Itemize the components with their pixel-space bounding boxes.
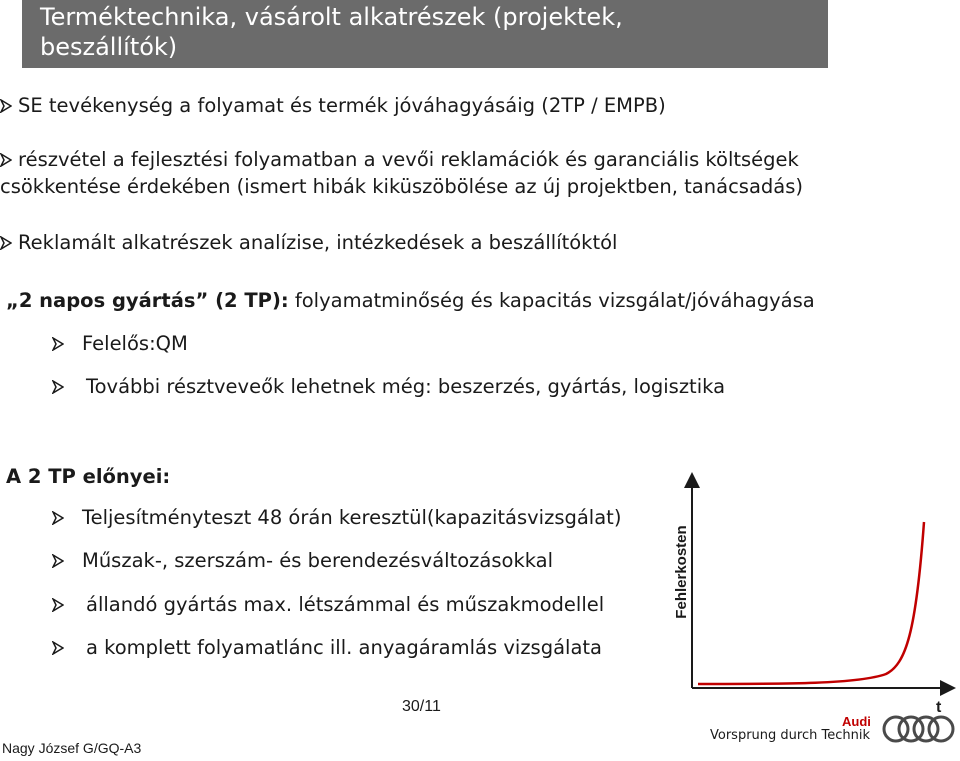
gyartas-sub-2-text: További résztveveők lehetnek még: beszerzés, gyártás, logisztika (86, 375, 726, 398)
brand-slogan: Vorsprung durch Technik (710, 728, 870, 743)
bullet-2-cont (0, 173, 803, 200)
title-bar (22, 0, 828, 68)
arrow-bullet-icon (52, 591, 64, 618)
elony-3-text: állandó gyártás max. létszámmal és műszakmodellel (86, 593, 605, 616)
bullet-2-text: részvétel a fejlesztési folyamatban a vevői reklamációk és garanciális költségek (18, 148, 799, 171)
elony-1 (52, 504, 621, 531)
gyartas-sub-1 (52, 330, 188, 357)
bullet-2 (0, 146, 799, 173)
gyartas-sub-2 (52, 373, 725, 400)
bullet-1-text: SE tevékenység a folyamat és termék jóváhagyásáig (2TP / EMPB) (18, 94, 666, 117)
error-cost-chart (668, 462, 958, 722)
author: Nagy József G/GQ-A3 (2, 740, 142, 756)
gyartas-bold: „2 napos gyártás” (2 TP): (6, 289, 289, 312)
arrow-bullet-icon (0, 146, 12, 173)
elony-4 (52, 634, 602, 661)
title-line-2: beszállítók) (40, 33, 178, 61)
gyartas-rest: folyamatminőség és kapacitás vizsgálat/jóváhagyása (288, 289, 815, 312)
arrow-bullet-icon (52, 634, 64, 661)
bullet-3-text: Reklamált alkatrészek analízise, intézkedések a beszállítóktól (18, 231, 618, 254)
arrow-bullet-icon (52, 547, 64, 574)
gyartas-line (6, 287, 815, 314)
elonyok-heading: A 2 TP előnyei: (6, 465, 171, 488)
gyartas-sub-1-text: Felelős:QM (82, 332, 188, 355)
elony-4-text: a komplett folyamatlánc ill. anyagáramlás vizsgálata (86, 636, 602, 659)
arrow-bullet-icon (52, 504, 64, 531)
arrow-bullet-icon (0, 92, 12, 119)
elony-1-text: Teljesítményteszt 48 órán keresztül(kapazitásvizsgálat) (82, 506, 622, 529)
brand-name: Audi (842, 714, 871, 729)
page-number: 30/11 (402, 698, 441, 715)
bullet-3 (0, 229, 617, 256)
chart-ylabel: Fehlerkosten (673, 525, 690, 619)
chart-xlabel: t (936, 699, 942, 716)
title-line-1: Terméktechnika, vásárolt alkatrészek (projektek, (40, 3, 623, 31)
arrow-bullet-icon (52, 330, 64, 357)
elony-3 (52, 591, 604, 618)
elony-2-text: Műszak-, szerszám- és berendezésváltozásokkal (82, 549, 554, 572)
arrow-bullet-icon (52, 373, 64, 400)
bullet-2-cont-text: csökkentése érdekében (ismert hibák kiküszöbölése az új projektben, tanácsadás) (0, 175, 803, 198)
bullet-1 (0, 92, 666, 119)
audi-rings-icon (880, 712, 958, 746)
elony-2 (52, 547, 553, 574)
arrow-bullet-icon (0, 229, 12, 256)
cost-curve (698, 522, 924, 684)
